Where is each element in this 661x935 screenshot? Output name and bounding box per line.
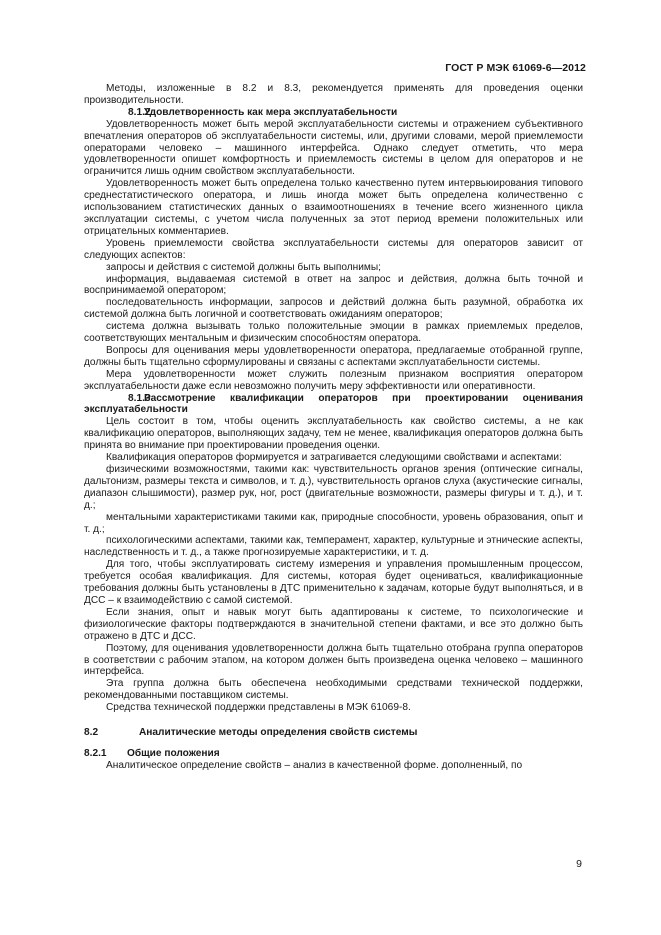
paragraph: Эта группа должна быть обеспечена необходимыми средствами технической поддержки, рекомендованными поставщиком системы. xyxy=(84,678,583,702)
list-item: запросы и действия с системой должны быть выполнимы; xyxy=(106,261,381,273)
list-item: психологическими аспектами, такими как, темперамент, характер, культурные и этнические аспекты, наследственность и т. д., а также прогнозируемые характеристики, и т. д. xyxy=(84,535,583,559)
page-number: 9 xyxy=(576,858,582,870)
list-item: система должна вызывать только положительные эмоции в рамках приемлемых пределов, соответствующих ментальным и физическим способностям оператора. xyxy=(84,321,583,345)
paragraph: Цель состоит в том, чтобы оценить эксплуатабельность как свойство системы, а не как квалификацию операторов, выполняющих задачу, тем не менее, квалификация операторов должна быть принята во внимание при проектировании проведения оценки. xyxy=(84,416,583,452)
paragraph: Средства технической поддержки представлены в МЭК 61069-8. xyxy=(106,702,411,714)
list-item: ментальными характеристиками такими как, природные способности, уровень образования, опыт и т. д.; xyxy=(84,511,583,535)
paragraph: Уровень приемлемости свойства эксплуатабельности системы для операторов зависит от следующих аспектов: xyxy=(84,237,583,261)
section-heading xyxy=(84,727,583,739)
page-header: ГОСТ Р МЭК 61069-6—2012 xyxy=(445,62,586,74)
section-number: 8.2 xyxy=(84,727,99,739)
document-body xyxy=(84,83,583,772)
list-item: физическими возможностями, такими как: чувствительность органов зрения (оптические сигналы, дальтонизм, размеры текста и символов, и т. д.), чувствительность органов слуха (акустические сигналы, диапазон слышимости), размер рук, ног, рост (двигательные возможности, размеры фигуры и т. д.), и т. д.; xyxy=(84,464,583,511)
paragraph: Поэтому, для оценивания удовлетворенности должна быть тщательно отобрана группа операторов в соответствии с рабочим этапом, на котором должен быть произведена оценка человеко – машинного интерфейса. xyxy=(84,642,583,678)
section-number: 8.2.1 xyxy=(84,747,107,759)
paragraph: Квалификация операторов формируется и затрагивается следующими свойствами и аспектами: xyxy=(106,452,562,464)
list-item: последовательность информации, запросов и действий должна быть разумной, обработка их системой должна быть логичной и соответствовать ожиданиям операторов; xyxy=(84,297,583,321)
paragraph: Удовлетворенность может быть определена только качественно путем интервьюирования типового среднестатистического оператора, и лишь иногда может быть определена количественно с использованием статистических данных о взаимоотношениях в течение всего жизненного цикла эксплуатации системы, с учетом числа полученных за этот период времени положительных или отрицательных комментариев. xyxy=(84,178,583,237)
list-item: информация, выдаваемая системой в ответ на запрос и действия, должна быть точной и воспринимаемой оператором; xyxy=(84,273,583,297)
paragraph: Вопросы для оценивания меры удовлетворенности оператора, предлагаемые отобранной группе, должны быть тщательно сформулированы и связаны с аспектами эксплуатабельности системы. xyxy=(84,344,583,368)
section-title: Рассмотрение квалификации операторов при проектировании оценивания эксплуатабельности xyxy=(84,392,583,416)
section-heading xyxy=(84,107,583,119)
paragraph: Аналитическое определение свойств – анализ в качественной форме. дополненный, по xyxy=(106,759,523,771)
paragraph: Если знания, опыт и навык могут быть адаптированы к системе, то психологические и физиологические факторы подтверждаются в значительной степени фактами, и все это должно быть отражено в ДТС и ДСС. xyxy=(84,606,583,642)
section-title: Аналитические методы определения свойств системы xyxy=(139,727,418,739)
subsection-heading xyxy=(84,748,583,760)
section-number: 8.1.3 xyxy=(128,392,151,404)
section-title: Общие положения xyxy=(127,747,220,759)
section-number: 8.1.2 xyxy=(128,106,151,118)
paragraph: Удовлетворенность может быть мерой эксплуатабельности системы и отражением субъективного впечатления операторов об эксплуатабельности системы, или, другими словами, мерой приемлемости операторами человеко – машинного интерфейса. Однако следует отметить, что мера удовлетворенности опишет комфортность и приемлемость системы в целом для операторов и не ограничится лишь одним свойством эксплуатабельности. xyxy=(84,118,583,178)
section-heading xyxy=(84,393,583,417)
paragraph: Для того, чтобы эксплуатировать систему измерения и управления промышленным процессом, требуется особая квалификация. Для системы, которая будет оцениваться, квалификационные требования должны быть установлены в ДТС применительно к задачам, которые будут выполняться, и в ДСС – к взаимодействию с самой системой. xyxy=(84,559,583,606)
section-title: Удовлетворенность как мера эксплуатабельности xyxy=(144,106,398,118)
paragraph: Мера удовлетворенности может служить полезным признаком восприятия оператором эксплуатабельности даже если невозможно получить меру эффективности или оперативности. xyxy=(84,368,583,392)
paragraph: Методы, изложенные в 8.2 и 8.3, рекомендуется применять для проведения оценки производительности. xyxy=(84,83,583,106)
